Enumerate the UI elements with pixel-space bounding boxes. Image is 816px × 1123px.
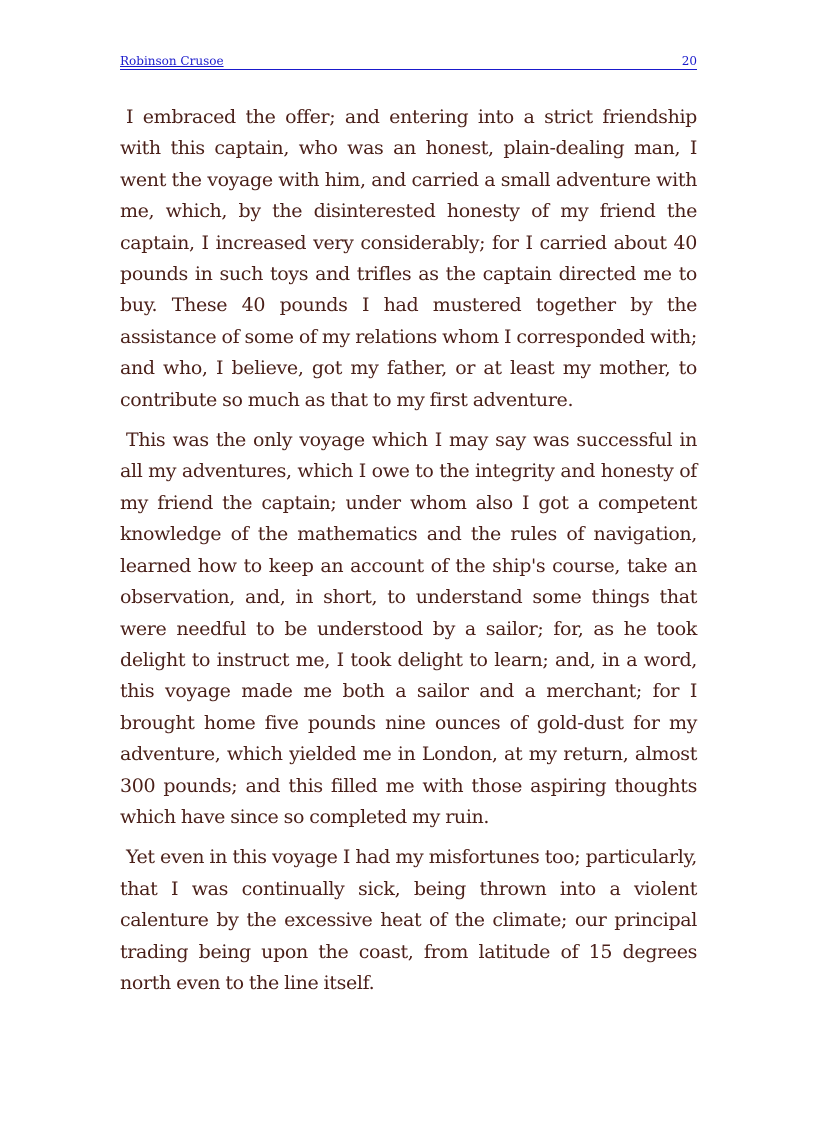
paragraph: Yet even in this voyage I had my misfortunes too; particularly, that I was continually sick, being thrown into a violent calenture by the excessive heat of the climate; our principal trading being upon the coast, from latitude of 15 degrees north even to the line itself. bbox=[120, 846, 697, 994]
book-title-link[interactable]: Robinson Crusoe bbox=[120, 54, 224, 68]
paragraph: This was the only voyage which I may say was successful in all my adventures, which I owe to the integrity and honesty of my friend the captain; under whom also I got a competent knowledge of the mathematics and the rules of navigation, learned how to keep an account of the ship's course, take an observation, and, in short, to understand some things that were needful to be understood by a sailor; for, as he took delight to instruct me, I took delight to learn; and, in a word, this voyage made me both a sailor and a merchant; for I brought home five pounds nine ounces of gold-dust for my adventure, which yielded me in London, at my return, almost 300 pounds; and this filled me with those aspiring thoughts which have since so completed my ruin. bbox=[120, 429, 697, 828]
page-number: 20 bbox=[681, 54, 697, 68]
running-header bbox=[120, 53, 697, 70]
paragraph: I embraced the offer; and entering into a strict friendship with this captain, who was an honest, plain-dealing man, I went the voyage with him, and carried a small adventure with me, which, by the disinterested honesty of my friend the captain, I increased very considerably; for I carried about 40 pounds in such toys and trifles as the captain directed me to buy. These 40 pounds I had mustered together by the assistance of some of my relations whom I corresponded with; and who, I believe, got my father, or at least my mother, to contribute so much as that to my first adventure. bbox=[120, 106, 697, 411]
body-text bbox=[120, 102, 697, 1008]
